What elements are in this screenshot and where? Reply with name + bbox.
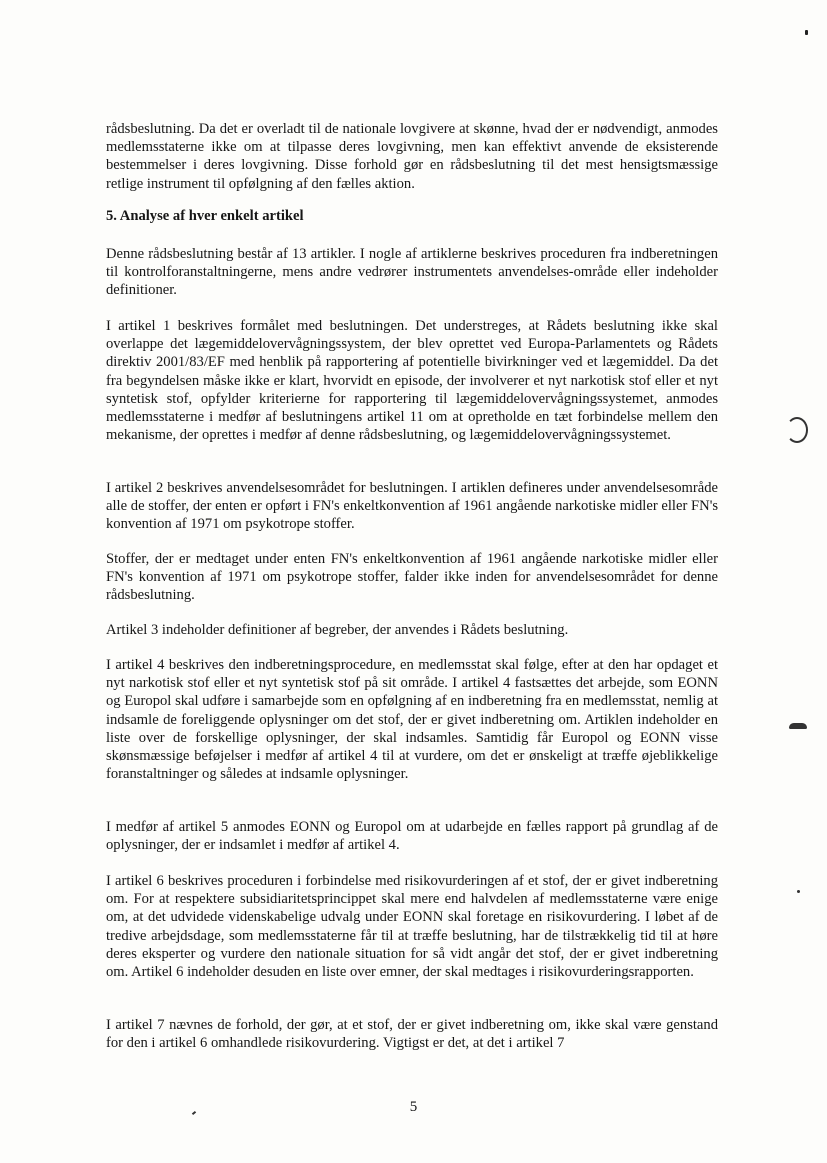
scan-bracket-mark: [786, 417, 808, 443]
scan-dot: [797, 890, 800, 893]
paragraph: I artikel 2 beskrives anvendelsesområdet for beslutningen. I artiklen defineres under anvendelsesområde alle de stoffer, der enten er opført i FN's enkeltkonvention af 1961 angående narkotiske midler eller FN's konvention af 1971 om psykotrope stoffer.: [106, 480, 718, 533]
paragraph: I medfør af artikel 5 anmodes EONN og Europol om at udarbejde en fælles rapport på grundlag af de oplysninger, der er indsamlet i medfør af artikel 4.: [106, 819, 718, 854]
paragraph: I artikel 4 beskrives den indberetningsprocedure, en medlemsstat skal følge, efter at den har opdaget et nyt narkotisk stof eller et nyt syntetisk stof på sit område. I artikel 4 fastsættes det arbejde, som EONN og Europol skal udføre i samarbejde som en opfølgning af en indberetning fra en medlemsstat, nemlig at indsamle de foreliggende oplysninger om det stof, der er givet indberetning om. Artiklen indeholder en liste over de forskellige oplysninger, der skal indsamles. Samtidig får Europol og EONN visse skønsmæssige beføjelser i medfør af artikel 4 til at vurdere, om det er ønskeligt at træffe øjeblikkelige foranstaltninger og således at indsamle oplysninger.: [106, 657, 718, 783]
paragraph: I artikel 6 beskrives proceduren i forbindelse med risikovurderingen af et stof, der er givet indberetning om. For at respektere subsidiaritetsprincippet skal mere end halvdelen af medlemsstaterne være enige om, at det udvidede videnskabelige udvalg under EONN skal foretage en risikovurdering. I løbet af de tredive arbejdsdage, som medlemsstaterne får til at træffe beslutning, har de tilstrækkelig tid til at høre deres eksperter og vurdere den nationale situation for så vidt angår det stof, der er givet indberetning om. Artikel 6 indeholder desuden en liste over emner, der skal medtages i risikovurderingsrapporten.: [106, 873, 718, 981]
page-number: 5: [409, 1099, 418, 1115]
paragraph: rådsbeslutning. Da det er overladt til de nationale lovgivere at skønne, hvad der er nødvendigt, anmodes medlemsstaterne ikke om at tilpasse deres lovgivning, men kan effektivt anvende de eksisterende bestemmelser i deres lovgivning. Disse forhold gør en rådsbeslutning til det mest hensigtsmæssige retlige instrument til opfølgning af den fælles aktion.: [106, 121, 718, 192]
paragraph: Artikel 3 indeholder definitioner af begreber, der anvendes i Rådets beslutning.: [106, 622, 569, 638]
scan-smudge: [789, 723, 807, 729]
paragraph: Stoffer, der er medtaget under enten FN's enkeltkonvention af 1961 angående narkotiske midler eller FN's konvention af 1971 om psykotrope stoffer, falder ikke inden for anvendelsesområdet for denne rådsbeslutning.: [106, 551, 718, 604]
section-heading: 5. Analyse af hver enkelt artikel: [106, 208, 304, 224]
paragraph: I artikel 7 nævnes de forhold, der gør, at et stof, der er givet indberetning om, ikke skal være genstand for den i artikel 6 omhandlede risikovurdering. Vigtigst er det, at det i artikel 7: [106, 1017, 718, 1052]
paragraph: Denne rådsbeslutning består af 13 artikler. I nogle af artiklerne beskrives proceduren fra indberetningen til kontrolforanstaltningerne, mens andre vedrører instrumentets anvendelses-område eller indeholder definitioner.: [106, 246, 718, 299]
paragraph: I artikel 1 beskrives formålet med beslutningen. Det understreges, at Rådets beslutning ikke skal overlappe det lægemiddelovervågningssystem, der blev oprettet ved Europa-Parlamentets og Rådets direktiv 2001/83/EF med henblik på rapportering af potentielle bivirkninger ved et lægemiddel. Da det fra begyndelsen måske ikke er klart, hvorvidt en episode, der involverer et nyt narkotisk stof eller et nyt syntetisk stof, opfylder kriterierne for rapportering til lægemiddelovervågningssystemet, anmodes medlemsstaterne i medfør af beslutningens artikel 11 om at opretholde en tæt forbindelse mellem den mekanisme, der oprettes i medfør af denne rådsbeslutning, og lægemiddelovervågningssystemet.: [106, 318, 718, 444]
scan-speck: [805, 30, 808, 35]
